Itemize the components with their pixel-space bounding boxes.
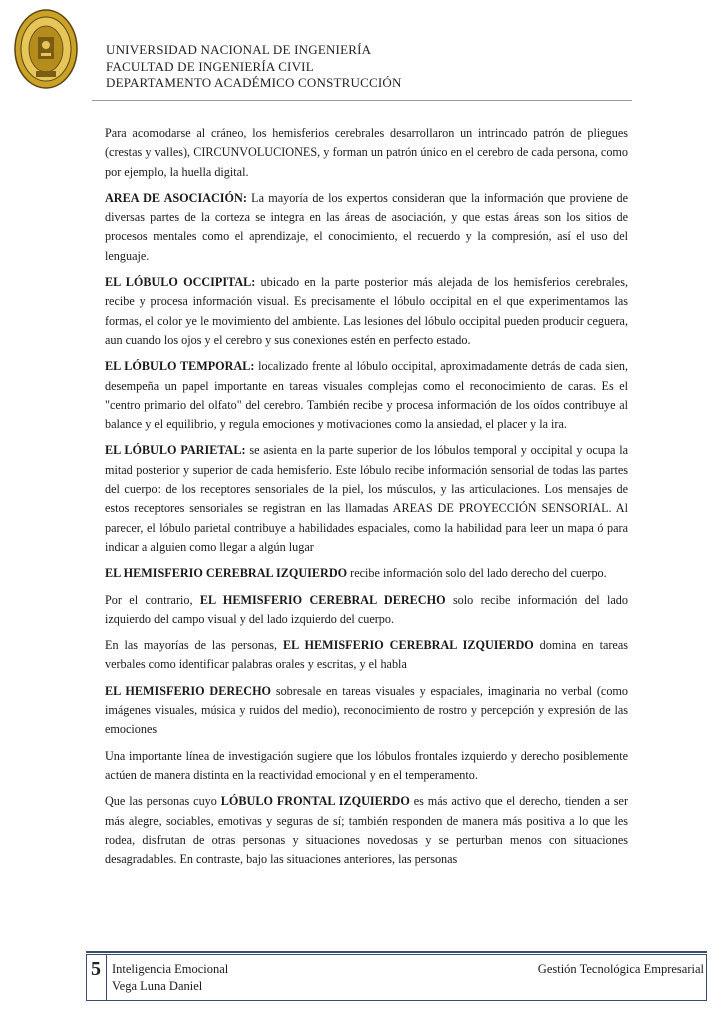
paragraph-tareas-visuales: EL HEMISFERIO DERECHO sobresale en tareas visuales y espaciales, imaginaria no verbal (como imágenes visuales, música y ruidos del medio), reconocimiento de rostro y percepción y expresión de las emociones xyxy=(105,683,628,737)
header-divider xyxy=(92,100,632,101)
paragraph-hemisferio-izquierdo: EL HEMISFERIO CEREBRAL IZQUIERDO recibe información solo del lado derecho del cuerpo. xyxy=(105,566,607,581)
footer-left xyxy=(112,961,228,995)
section-title: LÓBULO FRONTAL IZQUIERDO xyxy=(220,794,410,809)
paragraph-lobulo-frontal: Que las personas cuyo LÓBULO FRONTAL IZQUIERDO es más activo que el derecho, tienden a ser más alegre, sociables, emotivas y seguras de sí; también responden de manera más positiva a lo que les rodea, disfrutan de otras personas y situaciones novedosas y se perturban menos con situaciones desagradables. En contraste, bajo las situaciones anteriores, las personas xyxy=(105,794,628,867)
paragraph-hemisferio-derecho: Por el contrario, EL HEMISFERIO CEREBRAL DERECHO solo recibe información del lado izquierdo del campo visual y del lado izquierdo del cuerpo. xyxy=(105,592,628,626)
section-title: EL HEMISFERIO DERECHO xyxy=(105,683,272,698)
course-name: Inteligencia Emocional xyxy=(112,962,229,976)
paragraph-lobulo-parietal: EL LÓBULO PARIETAL: se asienta en la parte superior de los lóbulos temporal y occipital y ocupa la mitad posterior y superior de cada hemisferio. Este lóbulo recibe información sensorial de todas las partes del cuerpo: de los receptores sensoriales de la piel, los músculos, y las articulaciones. Los mensajes de estos receptores sensoriales se registran en las llamadas AREAS DE PROYECCIÓN SENSORIAL. Al parecer, el lóbulo parietal contribuye a habilidades espaciales, como la habilidad para leer un mapa ó para indicar a alguien como llegar a algún lugar xyxy=(105,443,628,554)
paragraph-lobulo-temporal: EL LÓBULO TEMPORAL: localizado frente al lóbulo occipital, aproximadamente detrás de cada sien, desempeña un papel importante en tareas visuales complejas como el reconocimiento de caras. Es el "centro primario del olfato" del cerebro. También recibe y procesa información de los oídos contribuye al balance y el equilibrio, y regula emociones y motivaciones como la ansiedad, el placer y la ira. xyxy=(105,359,628,432)
paragraph-lobulo-occipital: EL LÓBULO OCCIPITAL: ubicado en la parte posterior más alejada de los hemisferios cerebrales, recibe y procesa información visual. Es precisamente el lóbulo occipital en el que experimentamos las formas, el color ye le movimiento del ambiente. Las lesiones del lóbulo occipital pueden producir ceguera, aun cuando los ojos y el cerebro y sus conexiones estén en perfecto estado. xyxy=(105,275,628,347)
department-name: DEPARTAMENTO ACADÉMICO CONSTRUCCIÓN xyxy=(106,75,402,90)
section-title: AREA DE ASOCIACIÓN: xyxy=(105,190,247,205)
university-name: UNIVERSIDAD NACIONAL DE INGENIERÍA xyxy=(106,42,372,57)
section-title: EL LÓBULO PARIETAL: xyxy=(105,443,246,458)
footer-divider xyxy=(106,954,107,1000)
section-title: EL HEMISFERIO CEREBRAL IZQUIERDO xyxy=(105,566,348,581)
page-number: 5 xyxy=(91,958,101,980)
author-name: Vega Luna Daniel xyxy=(112,979,203,993)
university-seal-icon xyxy=(14,9,78,89)
section-title: EL LÓBULO OCCIPITAL: xyxy=(105,275,256,290)
paragraph-circunvoluciones: Para acomodarse al cráneo, los hemisferios cerebrales desarrollaron un intrincado patrón de pliegues (crestas y valles), CIRCUNVOLUCIONES, y forman un patrón único en el cerebro de cada persona, como por ejemplo, la huella digital. xyxy=(105,126,628,179)
document-body xyxy=(105,124,628,876)
section-title: EL LÓBULO TEMPORAL: xyxy=(105,359,255,374)
footer-program-name: Gestión Tecnológica Empresarial xyxy=(537,962,704,976)
paragraph-investigacion: Una importante línea de investigación sugiere que los lóbulos frontales izquierdo y derecho posiblemente actúen de manera distinta en la reactividad emocional y en el temperamento. xyxy=(105,748,628,782)
faculty-name: FACULTAD DE INGENIERÍA CIVIL xyxy=(106,58,314,74)
paragraph-area-asociacion: AREA DE ASOCIACIÓN: La mayoría de los expertos consideran que la información que proviene de diversas partes de la corteza se integra en las áreas de asociación, y que estas áreas son los sitios de procesos mentales como el aprendizaje, el conocimiento, el recuerdo y la compresión, así el uso del lenguaje. xyxy=(105,190,628,263)
footer-top-rule xyxy=(86,951,707,953)
section-title: EL HEMISFERIO CEREBRAL IZQUIERDO xyxy=(283,638,534,653)
paragraph-tareas-verbales: En las mayorías de las personas, EL HEMISFERIO CEREBRAL IZQUIERDO domina en tareas verbales como identificar palabras orales y escritas, y el habla xyxy=(105,638,628,672)
document-header xyxy=(106,42,402,92)
section-title: EL HEMISFERIO CEREBRAL DERECHO xyxy=(199,592,446,607)
